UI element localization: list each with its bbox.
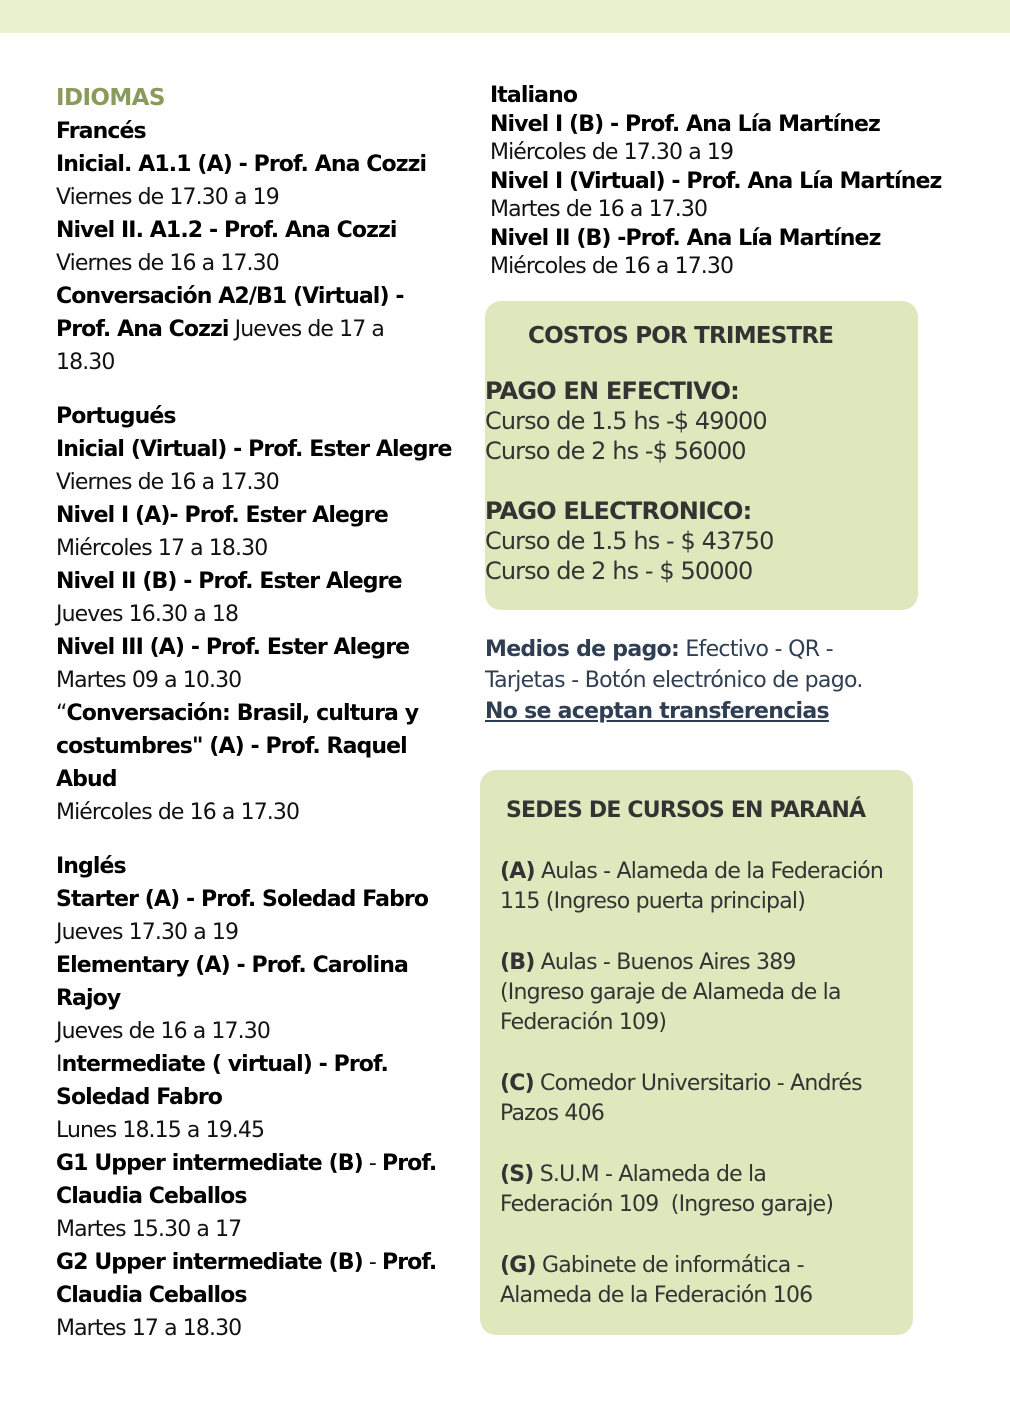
course-title — [56, 697, 456, 730]
course-title: Nivel I (Virtual) - Prof. Ana Lía Martínez — [490, 168, 942, 194]
course-schedule: Jueves de 17 a — [228, 317, 385, 342]
course-schedule: Miércoles 17 a 18.30 — [56, 536, 268, 561]
course-title — [56, 1246, 456, 1279]
course-schedule: Martes de 16 a 17.30 — [490, 197, 708, 222]
course-title: Conversación A2/B1 (Virtual) - — [56, 284, 404, 309]
location-code: (B) — [500, 950, 535, 975]
course-title — [56, 1147, 456, 1180]
course-title: Nivel I (A)- Prof. Ester Alegre — [56, 503, 388, 528]
course-title: Nivel II. A1.2 - Prof. Ana Cozzi — [56, 218, 397, 243]
left-column — [56, 82, 456, 1345]
course-schedule: Jueves 17.30 a 19 — [56, 920, 239, 945]
course-title-line: Rajoy — [56, 986, 121, 1011]
language-name: Portugués — [56, 404, 176, 429]
course-title-part: Prof. — [382, 1151, 437, 1176]
location-text: Alameda de la Federación 106 — [500, 1283, 813, 1308]
course-schedule: Jueves 16.30 a 18 — [56, 602, 239, 627]
location-code: (A) — [500, 859, 535, 884]
right-column — [490, 82, 960, 282]
location-text: (Ingreso garaje de Alameda de la — [500, 980, 841, 1005]
course-title: Nivel II (B) -Prof. Ana Lía Martínez — [490, 225, 881, 251]
location-code: (S) — [500, 1162, 534, 1187]
course-title: Nivel I (B) - Prof. Ana Lía Martínez — [490, 111, 880, 137]
course-title-line: costumbres" (A) - Prof. Raquel — [56, 734, 407, 759]
location-text: Federación 109 (Ingreso garaje) — [500, 1192, 834, 1217]
course-schedule: Miércoles de 17.30 a 19 — [490, 140, 734, 165]
course-title: Inicial. A1.1 (A) - Prof. Ana Cozzi — [56, 152, 427, 177]
location-item — [500, 1160, 910, 1220]
language-name: Inglés — [56, 854, 126, 879]
location-text: Federación 109) — [500, 1010, 667, 1035]
first-letter: I — [56, 1052, 62, 1077]
price-line: Curso de 2 hs -$ 56000 — [485, 437, 746, 465]
location-item — [500, 1251, 910, 1311]
course-schedule: Lunes 18.15 a 19.45 — [56, 1118, 265, 1143]
location-text: Comedor Universitario - Andrés — [533, 1071, 862, 1096]
course-schedule: Miércoles de 16 a 17.30 — [490, 254, 734, 279]
course-title-line: Conversación: Brasil, cultura y — [66, 701, 419, 726]
course-title-part: G1 Upper intermediate (B) — [56, 1151, 363, 1176]
separator: - — [362, 1250, 382, 1275]
course-schedule: Martes 15.30 a 17 — [56, 1217, 242, 1242]
course-title: Nivel III (A) - Prof. Ester Alegre — [56, 635, 410, 660]
course-schedule: Martes 09 a 10.30 — [56, 668, 242, 693]
quote-mark: “ — [56, 701, 67, 726]
location-text: S.U.M - Alameda de la — [533, 1162, 767, 1187]
locations-panel — [480, 770, 913, 1335]
payment-methods-text: Tarjetas - Botón electrónico de pago. — [485, 668, 863, 693]
no-transfers-notice: No se aceptan transferencias — [485, 699, 829, 724]
language-name: Francés — [56, 119, 146, 144]
cash-payment-heading: PAGO EN EFECTIVO: — [485, 377, 739, 405]
course-title-with-schedule — [56, 313, 456, 346]
payment-methods-line — [485, 634, 915, 665]
costs-panel — [485, 301, 918, 610]
course-title-part: G2 Upper intermediate (B) — [56, 1250, 363, 1275]
language-portugues — [56, 400, 456, 829]
course-schedule: Miércoles de 16 a 17.30 — [56, 800, 300, 825]
section-title: IDIOMAS — [56, 85, 165, 111]
course-title-line: Claudia Ceballos — [56, 1283, 247, 1308]
costs-title: COSTOS POR TRIMESTRE — [528, 323, 834, 349]
location-text: Gabinete de informática - — [535, 1253, 804, 1278]
course-schedule: Viernes de 17.30 a 19 — [56, 185, 279, 210]
course-schedule: 18.30 — [56, 350, 115, 375]
top-band — [0, 0, 1010, 33]
location-item — [500, 1069, 910, 1129]
course-title: Starter (A) - Prof. Soledad Fabro — [56, 887, 429, 912]
electronic-payment-heading: PAGO ELECTRONICO: — [485, 497, 752, 525]
location-text: Aulas - Alameda de la Federación — [534, 859, 884, 884]
separator: - — [362, 1151, 382, 1176]
price-line: Curso de 2 hs - $ 50000 — [485, 557, 753, 585]
price-line: Curso de 1.5 hs - $ 43750 — [485, 527, 774, 555]
locations-title: SEDES DE CURSOS EN PARANÁ — [506, 798, 866, 823]
location-item — [500, 857, 910, 917]
electronic-payment-section — [485, 496, 918, 586]
course-title-line: Soledad Fabro — [56, 1085, 223, 1110]
course-title: Nivel II (B) - Prof. Ester Alegre — [56, 569, 402, 594]
language-name: Italiano — [490, 83, 578, 108]
payment-methods — [485, 634, 915, 727]
course-schedule: Jueves de 16 a 17.30 — [56, 1019, 270, 1044]
language-ingles — [56, 850, 456, 1345]
language-frances — [56, 115, 456, 379]
location-text: 115 (Ingreso puerta principal) — [500, 889, 805, 914]
location-item — [500, 948, 910, 1038]
course-title: Elementary (A) - Prof. Carolina — [56, 953, 408, 978]
course-title-line: Abud — [56, 767, 117, 792]
course-schedule: Viernes de 16 a 17.30 — [56, 470, 279, 495]
course-title: Inicial (Virtual) - Prof. Ester Alegre — [56, 437, 452, 462]
language-italiano — [490, 82, 960, 282]
course-title-rest: ntermediate ( virtual) - Prof. — [61, 1052, 388, 1077]
cash-payment-section — [485, 376, 918, 466]
location-code: (C) — [500, 1071, 534, 1096]
course-schedule: Viernes de 16 a 17.30 — [56, 251, 279, 276]
location-code: (G) — [500, 1253, 536, 1278]
location-text: Pazos 406 — [500, 1101, 605, 1126]
course-title-line: Claudia Ceballos — [56, 1184, 247, 1209]
payment-methods-label: Medios de pago: — [485, 637, 680, 662]
course-title: Prof. Ana Cozzi — [56, 317, 229, 342]
location-text: Aulas - Buenos Aires 389 — [534, 950, 796, 975]
price-line: Curso de 1.5 hs -$ 49000 — [485, 407, 767, 435]
course-title — [56, 1048, 456, 1081]
payment-methods-text: Efectivo - QR - — [679, 637, 833, 662]
course-title-part: Prof. — [382, 1250, 437, 1275]
course-schedule: Martes 17 a 18.30 — [56, 1316, 242, 1341]
